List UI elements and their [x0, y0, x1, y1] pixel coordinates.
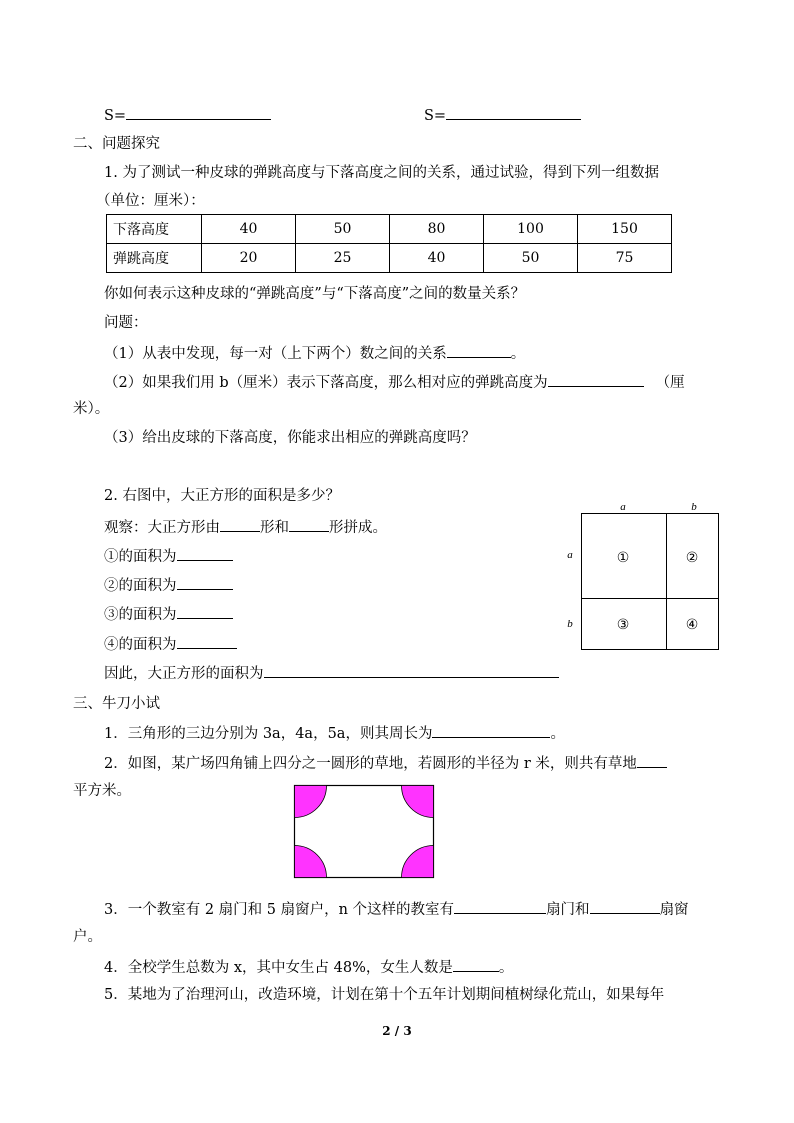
table-cell: 40	[390, 244, 484, 273]
row-label: 弹跳高度	[107, 244, 202, 273]
square-figure	[560, 496, 730, 656]
area-3: ③的面积为	[104, 603, 233, 625]
s3-q5: 5．某地为了治理河山，改造环境，计划在第十个五年计划期间植树绿化荒山，如果每年	[104, 987, 665, 1003]
table-row	[107, 244, 672, 273]
s3-q3-cont: 户。	[73, 929, 102, 945]
q1-line1: 1. 为了测试一种皮球的弹跳高度与下落高度之间的关系，通过试验，得到下列一组数据	[104, 165, 659, 181]
cell-3-label: ③	[616, 617, 630, 633]
q1-problem-label: 问题：	[104, 315, 148, 331]
s3-q2-cont: 平方米。	[73, 783, 131, 799]
q1-ask: 你如何表示这种皮球的“弹跳高度”与“下落高度”之间的数量关系？	[104, 286, 526, 302]
cell-2-label: ②	[685, 550, 699, 566]
table-row	[107, 215, 672, 244]
plaza-figure	[292, 783, 436, 881]
table-cell: 150	[578, 215, 672, 244]
cell-1-label: ①	[616, 550, 630, 566]
sub-question-2: （2）如果我们用 b（厘米）表示下落高度，那么相对应的弹跳高度为 （厘	[104, 371, 685, 393]
area-2: ②的面积为	[104, 574, 233, 596]
label-left-a: a	[567, 549, 573, 561]
sub-question-1: （1）从表中发现，每一对（上下两个）数之间的关系 。	[104, 342, 525, 364]
s3-q2: 2．如图，某广场四角铺上四分之一圆形的草地，若圆形的半径为 r 米，则共有草地	[104, 752, 667, 774]
q2-observe: 观察：大正方形由 形和 形拼成。	[104, 516, 387, 538]
area-field-2: S=	[424, 104, 581, 126]
q2-title: 2. 右图中，大正方形的面积是多少？	[104, 488, 340, 504]
section-3-title: 三、牛刀小试	[73, 696, 160, 712]
table-cell: 100	[484, 215, 578, 244]
page-number: 2 / 3	[382, 1024, 412, 1038]
table-cell: 50	[484, 244, 578, 273]
s3-q4: 4．全校学生总数为 x，其中女生占 48%，女生人数是 。	[104, 956, 513, 978]
area-1: ①的面积为	[104, 545, 233, 567]
section-2-title: 二、问题探究	[73, 136, 160, 152]
label-top-a: a	[620, 501, 626, 513]
s3-q1: 1．三角形的三边分别为 3a，4a，5a，则其周长为 。	[104, 722, 565, 744]
sub-question-2-cont: 米）。	[73, 401, 110, 417]
table-cell: 50	[296, 215, 390, 244]
table-cell: 25	[296, 244, 390, 273]
q1-line2: （单位：厘米）：	[96, 193, 205, 209]
table-cell: 40	[202, 215, 296, 244]
s3-q3: 3．一个教室有 2 扇门和 5 扇窗户，n 个这样的教室有 扇门和 扇窗	[104, 898, 689, 920]
area-field-1: S=	[104, 104, 271, 126]
label-top-b: b	[691, 501, 697, 513]
table-cell: 75	[578, 244, 672, 273]
row-label: 下落高度	[107, 215, 202, 244]
table-cell: 80	[390, 215, 484, 244]
table-cell: 20	[202, 244, 296, 273]
sub-question-3: （3）给出皮球的下落高度，你能求出相应的弹跳高度吗？	[104, 430, 476, 446]
data-table	[106, 214, 672, 273]
label-left-b: b	[567, 618, 573, 630]
area-total: 因此，大正方形的面积为	[104, 662, 559, 684]
area-4: ④的面积为	[104, 633, 237, 655]
cell-4-label: ④	[685, 617, 699, 633]
